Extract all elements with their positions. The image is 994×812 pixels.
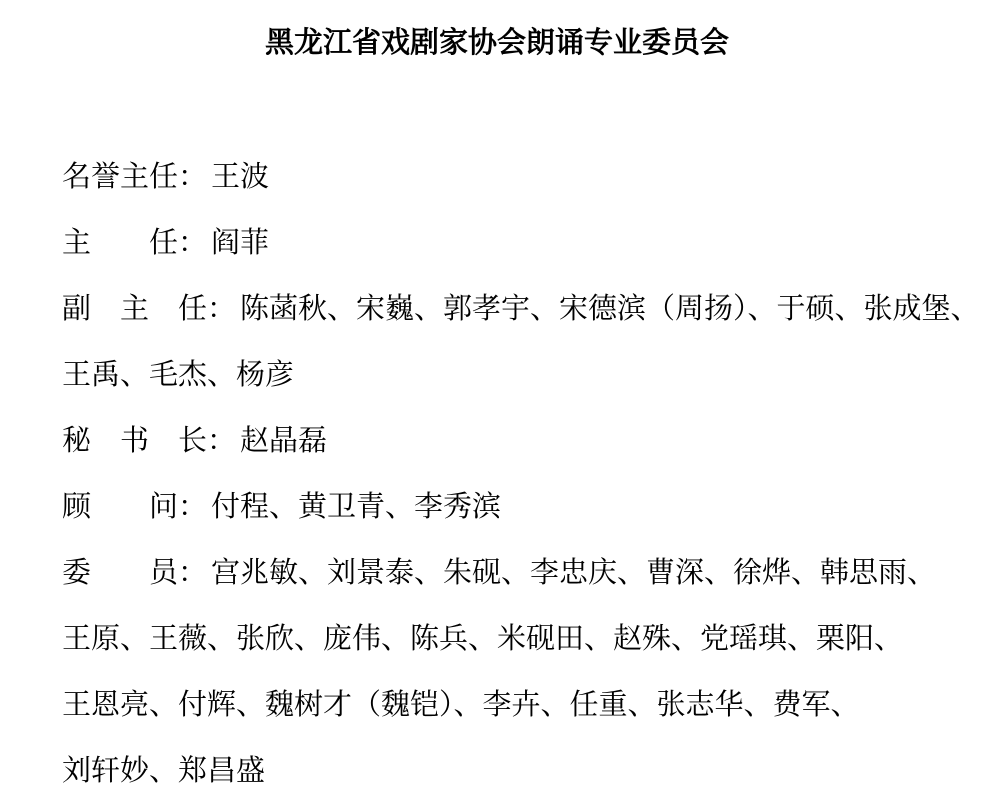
deputy-director-names: 陈菡秋、宋巍、郭孝宇、宋德滨（周扬）、于硕、张成堡、: [240, 291, 980, 325]
secretary-general-names: 赵晶磊: [240, 423, 328, 457]
advisor-names: 付程、黄卫青、李秀滨: [211, 489, 502, 523]
member-names: 宫兆敏、刘景泰、朱砚、李忠庆、曹深、徐烨、韩思雨、: [211, 555, 937, 589]
deputy-director-line: [62, 288, 980, 328]
honorary-director-names: 王波: [211, 159, 270, 193]
colon: ：: [207, 423, 237, 457]
advisor-line: [62, 486, 962, 526]
secretary-general-label: 秘 书 长: [62, 423, 208, 457]
colon: ：: [178, 225, 208, 259]
colon: ：: [178, 555, 208, 589]
member-names-continued-1: 王原、王薇、张欣、庞伟、陈兵、米砚田、赵殊、党瑶琪、栗阳、: [62, 621, 904, 655]
secretary-general-line: [62, 420, 962, 460]
director-names: 阎菲: [211, 225, 270, 259]
member-line: [62, 552, 962, 592]
director-label: 主 任: [62, 225, 179, 259]
director-line: [62, 222, 962, 262]
member-label: 委 员: [62, 555, 179, 589]
document-title: 黑龙江省戏剧家协会朗诵专业委员会: [264, 25, 729, 59]
honorary-director-label: 名誉主任: [62, 159, 179, 193]
advisor-label: 顾 问: [62, 489, 179, 523]
honorary-director-line: [62, 156, 962, 196]
colon: ：: [207, 291, 237, 325]
member-names-continued-3: 刘轩妙、郑昌盛: [62, 753, 266, 787]
deputy-director-label: 副 主 任: [62, 291, 208, 325]
colon: ：: [178, 489, 208, 523]
deputy-director-names-continued: 王禹、毛杰、杨彦: [62, 357, 295, 391]
member-names-continued-2: 王恩亮、付辉、魏树才（魏铠）、李卉、任重、张志华、费军、: [62, 687, 860, 721]
colon: ：: [178, 159, 208, 193]
